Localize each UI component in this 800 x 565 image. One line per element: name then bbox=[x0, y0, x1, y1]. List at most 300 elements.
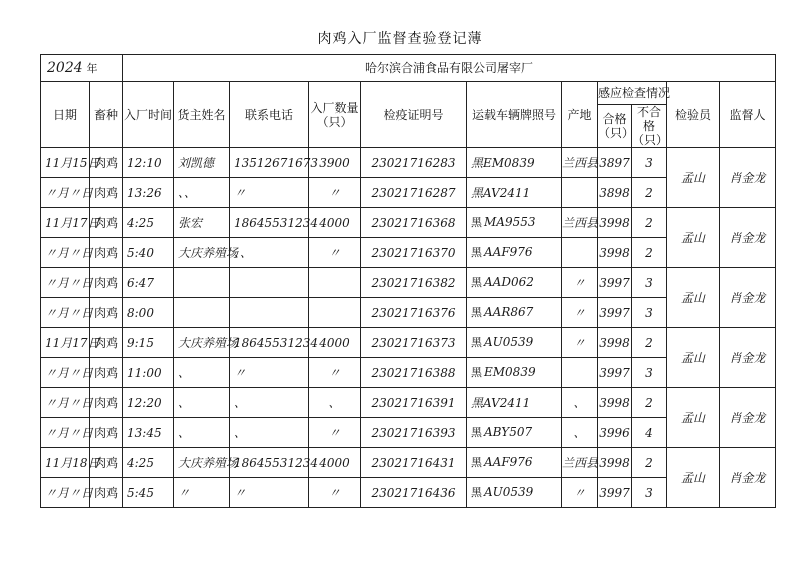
inspector-signature: 孟山 bbox=[667, 268, 720, 328]
row-quantity bbox=[309, 358, 361, 388]
row-time-value: 12:10 bbox=[127, 155, 162, 170]
row-cert-value: 23021716391 bbox=[371, 395, 456, 410]
row-time-value: 12:20 bbox=[127, 395, 162, 410]
table-row bbox=[41, 298, 776, 328]
row-date-value: 11月18日 bbox=[45, 455, 100, 470]
table-row bbox=[41, 418, 776, 448]
row-qualified bbox=[598, 298, 632, 328]
supervisor-signature: 肖金龙 bbox=[720, 328, 776, 388]
row-quantity bbox=[309, 478, 361, 508]
row-plate-value: ABY507 bbox=[484, 425, 533, 439]
row-species bbox=[90, 418, 123, 448]
row-species-value: 肉鸡 bbox=[93, 395, 118, 410]
row-species-value: 肉鸡 bbox=[93, 275, 118, 290]
row-qualified-value: 3998 bbox=[599, 245, 630, 260]
row-time bbox=[123, 358, 174, 388]
row-time bbox=[123, 208, 174, 238]
row-origin-value: 〃 bbox=[573, 335, 586, 350]
row-cert bbox=[361, 358, 467, 388]
row-plate-value: AU0539 bbox=[484, 485, 534, 499]
plate-prefix: 黑 bbox=[471, 336, 482, 349]
row-origin bbox=[562, 208, 598, 238]
row-origin-value: 、 bbox=[573, 395, 586, 410]
row-origin bbox=[562, 478, 598, 508]
row-cert bbox=[361, 238, 467, 268]
header-entry-time: 入厂时间 bbox=[123, 82, 174, 148]
row-qualified-value: 3998 bbox=[599, 455, 630, 470]
row-species-value: 肉鸡 bbox=[93, 365, 118, 380]
row-qualified-value: 3998 bbox=[599, 215, 630, 230]
table-row bbox=[41, 268, 776, 298]
year-label: 年 bbox=[86, 61, 98, 75]
header-quantity: 入厂数量（只） bbox=[309, 82, 361, 148]
header-owner: 货主姓名 bbox=[174, 82, 230, 148]
row-owner-value: 张宏 bbox=[178, 215, 203, 230]
row-species-value: 肉鸡 bbox=[93, 155, 118, 170]
row-species-value: 肉鸡 bbox=[93, 335, 118, 350]
row-unqualified bbox=[632, 298, 667, 328]
row-species bbox=[90, 268, 123, 298]
table-row bbox=[41, 478, 776, 508]
row-owner bbox=[174, 358, 230, 388]
row-origin-value: 、 bbox=[573, 425, 586, 440]
row-time-value: 4:25 bbox=[127, 215, 154, 230]
row-plate bbox=[467, 238, 562, 268]
header-cert: 检疫证明号 bbox=[361, 82, 467, 148]
row-unqualified-value: 2 bbox=[645, 335, 653, 350]
row-qualified-value: 3997 bbox=[599, 275, 630, 290]
row-date-value: 〃月〃日 bbox=[45, 185, 94, 200]
row-origin bbox=[562, 178, 598, 208]
row-date-value: 〃月〃日 bbox=[45, 275, 94, 290]
row-qualified bbox=[598, 388, 632, 418]
row-qualified bbox=[598, 358, 632, 388]
row-quantity bbox=[309, 238, 361, 268]
row-unqualified bbox=[632, 268, 667, 298]
row-time-value: 6:47 bbox=[127, 275, 154, 290]
row-unqualified-value: 3 bbox=[645, 275, 653, 290]
header-inspector: 检验员 bbox=[667, 82, 720, 148]
row-qualified-value: 3996 bbox=[599, 425, 630, 440]
table-row bbox=[41, 178, 776, 208]
row-qualified-value: 3998 bbox=[599, 395, 630, 410]
row-quantity-value: 4000 bbox=[319, 335, 350, 350]
row-cert bbox=[361, 478, 467, 508]
row-phone-value: 18645531234 bbox=[234, 455, 318, 470]
row-plate bbox=[467, 148, 562, 178]
registry-rows bbox=[41, 148, 776, 508]
row-time-value: 8:00 bbox=[127, 305, 154, 320]
row-owner-value: 、 bbox=[178, 365, 191, 380]
row-unqualified-value: 2 bbox=[645, 215, 653, 230]
row-time-value: 13:26 bbox=[127, 185, 162, 200]
row-date-value: 〃月〃日 bbox=[45, 305, 94, 320]
row-phone bbox=[230, 328, 318, 358]
row-species bbox=[90, 358, 123, 388]
row-species-value: 肉鸡 bbox=[93, 185, 118, 200]
row-owner-value: 大庆养殖场 bbox=[178, 335, 239, 350]
row-plate-value: 黑EM0839 bbox=[471, 155, 535, 170]
row-origin-value: 〃 bbox=[573, 275, 586, 290]
row-plate-value: MA9553 bbox=[484, 215, 536, 229]
row-quantity bbox=[309, 268, 361, 298]
row-date bbox=[41, 328, 100, 358]
row-date-value: 〃月〃日 bbox=[45, 245, 94, 260]
row-date-value: 〃月〃日 bbox=[45, 365, 94, 380]
row-phone bbox=[230, 268, 309, 298]
row-cert-value: 23021716436 bbox=[371, 485, 456, 500]
row-unqualified bbox=[632, 208, 667, 238]
row-plate bbox=[467, 388, 562, 418]
row-unqualified-value: 3 bbox=[645, 155, 653, 170]
plate-prefix: 黑 bbox=[471, 246, 482, 259]
row-origin bbox=[562, 418, 598, 448]
row-qualified bbox=[598, 178, 632, 208]
year-handwritten: 2024 bbox=[47, 59, 83, 76]
plate-prefix: 黑 bbox=[471, 306, 482, 319]
row-date bbox=[41, 208, 100, 238]
row-phone-value: 〃 bbox=[234, 485, 247, 500]
row-origin bbox=[562, 358, 598, 388]
row-owner-value: 、 bbox=[178, 425, 191, 440]
header-sensory: 感应检查情况 bbox=[598, 82, 667, 105]
row-time-value: 11:00 bbox=[127, 365, 162, 380]
row-unqualified bbox=[632, 478, 667, 508]
row-owner bbox=[174, 208, 230, 238]
row-qualified bbox=[598, 148, 632, 178]
row-phone bbox=[230, 298, 309, 328]
row-date bbox=[41, 238, 94, 268]
registry-table bbox=[40, 54, 776, 508]
table-row bbox=[41, 328, 776, 358]
row-cert bbox=[361, 178, 467, 208]
row-quantity-value: 、 bbox=[328, 395, 341, 410]
header-supervisor: 监督人 bbox=[720, 82, 776, 148]
row-owner-value: 大庆养殖场 bbox=[178, 455, 239, 470]
row-phone-value: 、 bbox=[234, 395, 247, 410]
row-cert-value: 23021716283 bbox=[371, 155, 456, 170]
row-cert bbox=[361, 418, 467, 448]
row-owner bbox=[174, 148, 230, 178]
row-plate bbox=[467, 178, 562, 208]
row-time bbox=[123, 298, 174, 328]
row-qualified-value: 3997 bbox=[599, 365, 630, 380]
plate-prefix: 黑 bbox=[471, 366, 482, 379]
row-cert-value: 23021716431 bbox=[371, 455, 456, 470]
supervisor-signature: 肖金龙 bbox=[720, 268, 776, 328]
row-phone-value: 〃 bbox=[234, 185, 247, 200]
row-date-value: 〃月〃日 bbox=[45, 395, 94, 410]
row-owner-value: 〃 bbox=[178, 485, 191, 500]
inspector-signature: 孟山 bbox=[667, 448, 720, 508]
row-owner bbox=[174, 268, 230, 298]
row-cert-value: 23021716287 bbox=[371, 185, 456, 200]
supervisor-signature: 肖金龙 bbox=[720, 208, 776, 268]
row-origin bbox=[562, 148, 598, 178]
row-qualified-value: 3997 bbox=[599, 305, 630, 320]
row-phone bbox=[230, 358, 309, 388]
row-species bbox=[90, 238, 123, 268]
row-quantity-value: 4000 bbox=[319, 455, 350, 470]
row-qualified bbox=[598, 328, 632, 358]
row-owner bbox=[174, 298, 230, 328]
row-time-value: 4:25 bbox=[127, 455, 154, 470]
row-owner-value: 、 bbox=[178, 395, 191, 410]
row-plate-value: AAF976 bbox=[484, 455, 533, 469]
row-species bbox=[90, 478, 123, 508]
row-date-value: 11月15日 bbox=[45, 155, 100, 170]
plate-prefix: 黑 bbox=[471, 276, 482, 289]
row-phone-value: 〃 bbox=[234, 365, 247, 380]
row-phone bbox=[230, 388, 309, 418]
row-owner-value: 大庆养殖场 bbox=[178, 245, 239, 260]
company-name: 哈尔滨合浦食品有限公司屠宰厂 bbox=[123, 55, 776, 82]
row-plate bbox=[467, 478, 562, 508]
row-phone-value: 、 bbox=[234, 425, 247, 440]
row-qualified bbox=[598, 478, 632, 508]
row-qualified bbox=[598, 418, 632, 448]
row-time bbox=[123, 388, 174, 418]
row-time bbox=[123, 178, 174, 208]
header-species: 畜种 bbox=[90, 82, 123, 148]
plate-prefix: 黑 bbox=[471, 216, 482, 229]
supervisor-signature: 肖金龙 bbox=[720, 148, 776, 208]
row-time bbox=[123, 148, 174, 178]
row-owner bbox=[174, 328, 239, 358]
supervisor-signature: 肖金龙 bbox=[720, 388, 776, 448]
row-plate-value: AU0539 bbox=[484, 335, 534, 349]
row-date bbox=[41, 388, 94, 418]
row-plate-value: AAD062 bbox=[484, 275, 534, 289]
row-cert-value: 23021716370 bbox=[371, 245, 456, 260]
inspector-signature: 孟山 bbox=[667, 328, 720, 388]
row-date-value: 11月17日 bbox=[45, 335, 100, 350]
inspector-signature: 孟山 bbox=[667, 148, 720, 208]
row-cert-value: 23021716373 bbox=[371, 335, 456, 350]
row-plate-value: AAR867 bbox=[484, 305, 534, 319]
row-date bbox=[41, 478, 94, 508]
row-time-value: 5:40 bbox=[127, 245, 154, 260]
row-quantity bbox=[309, 388, 361, 418]
row-quantity-value: 4000 bbox=[319, 215, 350, 230]
row-phone-value: 13512671673 bbox=[234, 155, 318, 170]
row-cert bbox=[361, 328, 467, 358]
row-date bbox=[41, 298, 94, 328]
row-cert-value: 23021716393 bbox=[371, 425, 456, 440]
row-origin-value: 〃 bbox=[573, 485, 586, 500]
row-qualified-value: 3997 bbox=[599, 485, 630, 500]
row-time bbox=[123, 478, 174, 508]
table-row bbox=[41, 448, 776, 478]
row-qualified bbox=[598, 208, 632, 238]
row-species bbox=[90, 328, 123, 358]
row-time bbox=[123, 448, 174, 478]
row-origin-value: 兰西县 bbox=[562, 455, 599, 470]
row-owner-value: 、、 bbox=[178, 185, 197, 200]
row-plate-value: EM0839 bbox=[484, 365, 536, 379]
document-title: 肉鸡入厂监督查验登记薄 bbox=[317, 31, 483, 47]
row-date-value: 〃月〃日 bbox=[45, 485, 94, 500]
row-origin bbox=[562, 268, 598, 298]
row-qualified bbox=[598, 448, 632, 478]
row-plate bbox=[467, 208, 562, 238]
row-qualified bbox=[598, 238, 632, 268]
row-species-value: 肉鸡 bbox=[93, 215, 118, 230]
row-plate bbox=[467, 298, 562, 328]
row-cert bbox=[361, 448, 467, 478]
row-date bbox=[41, 268, 94, 298]
row-plate-value: AAF976 bbox=[484, 245, 533, 259]
row-origin bbox=[562, 238, 598, 268]
row-owner bbox=[174, 238, 239, 268]
row-origin bbox=[562, 328, 598, 358]
row-phone bbox=[230, 178, 309, 208]
row-time bbox=[123, 418, 174, 448]
row-cert bbox=[361, 388, 467, 418]
row-phone bbox=[230, 208, 318, 238]
row-owner bbox=[174, 448, 239, 478]
row-origin-value: 〃 bbox=[573, 305, 586, 320]
row-plate-value: 黑AV2411 bbox=[471, 185, 531, 200]
row-plate bbox=[467, 268, 562, 298]
row-cert-value: 23021716376 bbox=[371, 305, 456, 320]
row-owner bbox=[174, 178, 230, 208]
plate-prefix: 黑 bbox=[471, 426, 482, 439]
row-date bbox=[41, 448, 100, 478]
plate-prefix: 黑 bbox=[471, 456, 482, 469]
row-species bbox=[90, 298, 123, 328]
row-quantity bbox=[309, 178, 361, 208]
row-cert bbox=[361, 298, 467, 328]
plate-prefix: 黑 bbox=[471, 486, 482, 499]
row-qualified-value: 3998 bbox=[599, 335, 630, 350]
row-unqualified bbox=[632, 448, 667, 478]
row-owner bbox=[174, 478, 230, 508]
supervisor-signature: 肖金龙 bbox=[720, 448, 776, 508]
row-origin bbox=[562, 448, 598, 478]
row-origin-value: 兰西县 bbox=[562, 215, 599, 230]
row-unqualified bbox=[632, 148, 667, 178]
row-unqualified bbox=[632, 388, 667, 418]
row-date-value: 〃月〃日 bbox=[45, 425, 94, 440]
header-phone: 联系电话 bbox=[230, 82, 309, 148]
row-species-value: 肉鸡 bbox=[93, 455, 118, 470]
row-unqualified bbox=[632, 238, 667, 268]
row-time-value: 9:15 bbox=[127, 335, 154, 350]
row-quantity-value: 3900 bbox=[319, 155, 350, 170]
row-origin bbox=[562, 388, 598, 418]
row-date bbox=[41, 178, 94, 208]
row-unqualified bbox=[632, 358, 667, 388]
row-origin bbox=[562, 298, 598, 328]
row-species-value: 肉鸡 bbox=[93, 305, 118, 320]
row-phone-value: 18645531234 bbox=[234, 215, 318, 230]
row-phone bbox=[230, 448, 318, 478]
row-time-value: 5:45 bbox=[127, 485, 154, 500]
header-origin: 产地 bbox=[562, 82, 598, 148]
row-species bbox=[90, 178, 123, 208]
row-cert-value: 23021716368 bbox=[371, 215, 456, 230]
header-qualified: 合格（只） bbox=[598, 105, 632, 148]
row-phone bbox=[230, 418, 309, 448]
row-unqualified-value: 4 bbox=[645, 425, 653, 440]
row-plate-value: 黑AV2411 bbox=[471, 395, 531, 410]
row-unqualified-value: 2 bbox=[645, 185, 653, 200]
row-date bbox=[41, 148, 100, 178]
row-unqualified bbox=[632, 328, 667, 358]
row-phone bbox=[230, 238, 309, 268]
row-quantity-value: 〃 bbox=[328, 245, 341, 260]
row-phone bbox=[230, 148, 318, 178]
row-unqualified bbox=[632, 418, 667, 448]
row-unqualified-value: 3 bbox=[645, 365, 653, 380]
row-date bbox=[41, 358, 94, 388]
table-row bbox=[41, 148, 776, 178]
row-species-value: 肉鸡 bbox=[93, 485, 118, 500]
row-time bbox=[123, 238, 174, 268]
row-plate bbox=[467, 358, 562, 388]
row-qualified-value: 3897 bbox=[599, 155, 630, 170]
row-date-value: 11月17日 bbox=[45, 215, 100, 230]
row-unqualified-value: 2 bbox=[645, 455, 653, 470]
row-quantity bbox=[309, 298, 361, 328]
row-cert bbox=[361, 268, 467, 298]
year-cell bbox=[41, 55, 123, 82]
row-unqualified-value: 3 bbox=[645, 305, 653, 320]
row-cert-value: 23021716388 bbox=[371, 365, 456, 380]
row-cert bbox=[361, 148, 467, 178]
row-owner bbox=[174, 388, 230, 418]
row-quantity bbox=[309, 418, 361, 448]
inspector-signature: 孟山 bbox=[667, 388, 720, 448]
row-plate bbox=[467, 448, 562, 478]
row-owner-value: 刘凯德 bbox=[178, 155, 215, 170]
row-phone-value: 、、 bbox=[234, 245, 253, 260]
row-time bbox=[123, 268, 174, 298]
row-date bbox=[41, 418, 94, 448]
row-plate bbox=[467, 418, 562, 448]
row-species-value: 肉鸡 bbox=[93, 245, 118, 260]
row-origin-value: 兰西县 bbox=[562, 155, 599, 170]
row-unqualified-value: 2 bbox=[645, 395, 653, 410]
row-plate bbox=[467, 328, 562, 358]
row-species-value: 肉鸡 bbox=[93, 425, 118, 440]
row-quantity-value: 〃 bbox=[328, 485, 341, 500]
table-row bbox=[41, 388, 776, 418]
row-species bbox=[90, 448, 123, 478]
row-species bbox=[90, 208, 123, 238]
row-quantity-value: 〃 bbox=[328, 365, 341, 380]
row-cert bbox=[361, 208, 467, 238]
row-species bbox=[90, 388, 123, 418]
row-qualified-value: 3898 bbox=[599, 185, 630, 200]
header-date: 日期 bbox=[41, 82, 90, 148]
row-time bbox=[123, 328, 174, 358]
row-phone bbox=[230, 478, 309, 508]
table-row bbox=[41, 358, 776, 388]
row-cert-value: 23021716382 bbox=[371, 275, 456, 290]
row-phone-value: 18645531234 bbox=[234, 335, 318, 350]
table-row bbox=[41, 238, 776, 268]
row-unqualified bbox=[632, 178, 667, 208]
row-species bbox=[90, 148, 123, 178]
row-time-value: 13:45 bbox=[127, 425, 162, 440]
header-unqualified: 不合格（只） bbox=[632, 105, 669, 147]
row-unqualified-value: 2 bbox=[645, 245, 653, 260]
row-owner bbox=[174, 418, 230, 448]
row-quantity-value: 〃 bbox=[328, 425, 341, 440]
row-qualified bbox=[598, 268, 632, 298]
